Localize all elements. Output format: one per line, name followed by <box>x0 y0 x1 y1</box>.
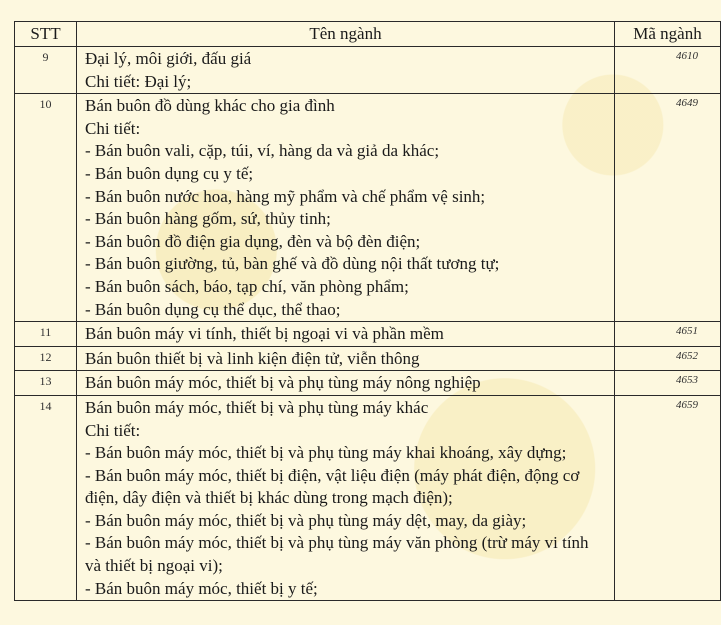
row-line: Bán buôn máy vi tính, thiết bị ngoại vi và phần mềm <box>85 324 444 344</box>
table-row <box>15 371 721 396</box>
row-line: - Bán buôn máy móc, thiết bị điện, vật liệu điện (máy phát điện, động cơ điện, dây điện và thiết bị khác dùng trong mạch điện); <box>85 465 580 508</box>
row-stt: 13 <box>15 371 77 396</box>
row-line: Chi tiết: Đại lý; <box>85 71 192 91</box>
table-row <box>15 47 721 94</box>
row-name <box>77 322 615 347</box>
row-stt: 14 <box>15 395 77 600</box>
table-row <box>15 94 721 322</box>
row-code: 4651 <box>615 322 721 347</box>
row-code: 4652 <box>615 346 721 371</box>
row-stt: 9 <box>15 47 77 94</box>
row-line: - Bán buôn máy móc, thiết bị và phụ tùng máy dệt, may, da giày; <box>85 510 527 530</box>
row-line: - Bán buôn máy móc, thiết bị y tế; <box>85 578 318 598</box>
row-name <box>77 371 615 396</box>
row-code: 4649 <box>615 94 721 322</box>
table-row <box>15 322 721 347</box>
row-code: 4610 <box>615 47 721 94</box>
row-line: - Bán buôn máy móc, thiết bị và phụ tùng máy khai khoáng, xây dựng; <box>85 443 567 463</box>
table-header-row <box>15 22 721 47</box>
row-name <box>77 395 615 600</box>
row-line: Bán buôn đồ dùng khác cho gia đình <box>85 96 335 116</box>
row-name <box>77 94 615 322</box>
row-line: Bán buôn thiết bị và linh kiện điện tử, viễn thông <box>85 348 420 368</box>
row-code: 4659 <box>615 395 721 600</box>
row-line: - Bán buôn máy móc, thiết bị và phụ tùng máy văn phòng (trừ máy vi tính và thiết bị ngoại vi); <box>85 533 589 576</box>
header-name: Tên ngành <box>77 22 615 47</box>
business-lines-table <box>14 21 721 601</box>
row-name <box>77 47 615 94</box>
row-line: Bán buôn máy móc, thiết bị và phụ tùng máy khác <box>85 397 429 417</box>
row-line: - Bán buôn giường, tủ, bàn ghế và đồ dùng nội thất tương tự; <box>85 254 500 274</box>
table-row <box>15 346 721 371</box>
row-line: - Bán buôn đồ điện gia dụng, đèn và bộ đèn điện; <box>85 231 421 251</box>
table-row <box>15 395 721 600</box>
row-stt: 10 <box>15 94 77 322</box>
row-name <box>77 346 615 371</box>
header-stt: STT <box>15 22 77 47</box>
row-line: - Bán buôn hàng gốm, sứ, thủy tinh; <box>85 209 331 229</box>
row-line: Đại lý, môi giới, đấu giá <box>85 49 252 68</box>
row-stt: 11 <box>15 322 77 347</box>
header-code: Mã ngành <box>615 22 721 47</box>
row-line: Bán buôn máy móc, thiết bị và phụ tùng máy nông nghiệp <box>85 373 481 393</box>
row-line: - Bán buôn dụng cụ thể dục, thể thao; <box>85 299 341 319</box>
row-line: Chi tiết: <box>85 118 141 138</box>
row-line: - Bán buôn vali, cặp, túi, ví, hàng da và giả da khác; <box>85 141 440 161</box>
row-line: - Bán buôn sách, báo, tạp chí, văn phòng phẩm; <box>85 276 409 296</box>
row-line: Chi tiết: <box>85 420 141 440</box>
row-line: - Bán buôn dụng cụ y tế; <box>85 163 254 183</box>
row-line: - Bán buôn nước hoa, hàng mỹ phẩm và chế phẩm vệ sinh; <box>85 186 486 206</box>
row-code: 4653 <box>615 371 721 396</box>
row-stt: 12 <box>15 346 77 371</box>
